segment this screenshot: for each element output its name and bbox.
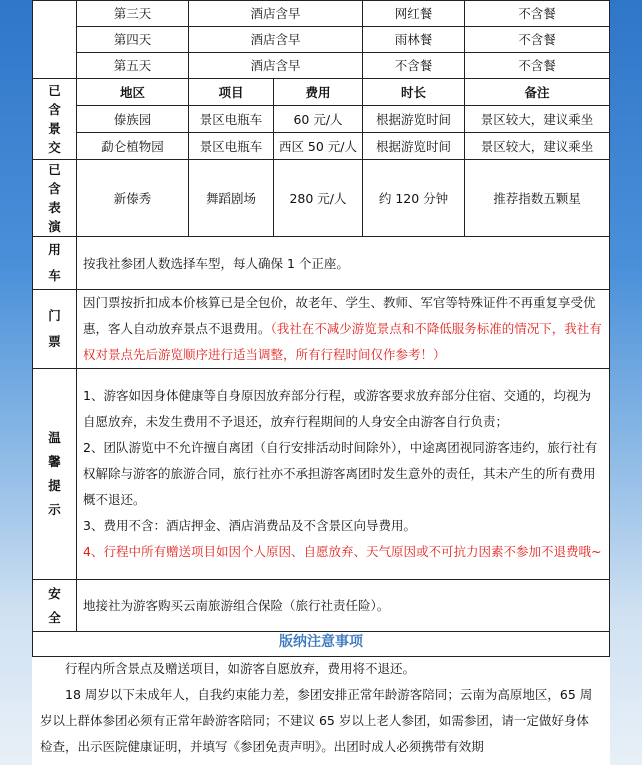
meal-breakfast: 酒店含早 xyxy=(189,27,363,53)
show-cell: 推荐指数五颗星 xyxy=(465,160,610,237)
ticket-row xyxy=(33,290,610,369)
background-right xyxy=(610,0,642,765)
meal-row xyxy=(33,27,610,53)
ticket-side-text: 门票 xyxy=(48,308,61,349)
transport-cell: 景区电瓶车 xyxy=(189,133,274,160)
tip-item: 1、游客如因身体健康等自身原因放弃部分行程，或游客要求放弃部分住宿、交通的，均视为自愿放弃，未发生费用不予退还，放弃行程期间的人身安全由游客自行负责； xyxy=(83,388,591,429)
meal-dinner: 不含餐 xyxy=(465,1,610,27)
tips-side-text: 温馨提示 xyxy=(48,430,61,517)
meal-lunch: 雨林餐 xyxy=(363,27,465,53)
meal-side-cell xyxy=(33,1,77,79)
tips-row xyxy=(33,369,610,580)
meal-lunch: 网红餐 xyxy=(363,1,465,27)
transport-row xyxy=(33,106,610,133)
ticket-cell xyxy=(77,290,610,369)
show-cell: 280 元/人 xyxy=(274,160,363,237)
itinerary-table xyxy=(32,0,610,632)
meal-breakfast: 酒店含早 xyxy=(189,1,363,27)
notice-paragraph: 行程内所含景点及赠送项目，如游客自愿放弃，费用将不退还。 xyxy=(65,661,416,676)
tip-item: 2、团队游览中不允许擅自离团（自行安排活动时间除外），中途离团视同游客违约，旅行社有权解除与游客的旅游合同，旅行社亦不承担游客离团时发生意外的责任，其未产生的所有费用概不退还。 xyxy=(83,440,598,507)
meal-dinner: 不含餐 xyxy=(465,53,610,79)
tip-item: 3、费用不含：酒店押金、酒店消费品及不含景区向导费用。 xyxy=(83,518,416,533)
ticket-text: 因门票按折扣成本价核算已是全包价，故老年、学生、教师、军官等特殊证件不再重复享受优惠，客人自动放弃景点不退费用。 xyxy=(83,295,596,336)
show-cell: 新傣秀 xyxy=(77,160,189,237)
safety-row xyxy=(33,580,610,632)
ticket-red-text: （我社在不减少游览景点和不降低服务标准的情况下，我社有权对景点先后游览顺序进行适当调整，所有行程时间仅作参考！） xyxy=(83,321,602,362)
meal-dinner: 不含餐 xyxy=(465,27,610,53)
transport-header: 时长 xyxy=(363,79,465,106)
transport-cell: 60 元/人 xyxy=(274,106,363,133)
safety-text: 地接社为游客购买云南旅游组合保险（旅行社责任险）。 xyxy=(77,580,610,632)
safety-side-label xyxy=(33,580,77,632)
meal-day: 第三天 xyxy=(77,1,189,27)
meal-breakfast: 酒店含早 xyxy=(189,53,363,79)
vehicle-side-label xyxy=(33,237,77,290)
transport-side-label xyxy=(33,79,77,160)
itinerary-sheet xyxy=(32,0,610,765)
transport-cell: 景区电瓶车 xyxy=(189,106,274,133)
show-cell: 约 120 分钟 xyxy=(363,160,465,237)
vehicle-row xyxy=(33,237,610,290)
background-left xyxy=(0,0,32,765)
show-side-label xyxy=(33,160,77,237)
meal-row xyxy=(33,1,610,27)
show-cell: 舞蹈剧场 xyxy=(189,160,274,237)
notice-title: 版纳注意事项 xyxy=(32,628,610,657)
transport-header: 费用 xyxy=(274,79,363,106)
notice-paragraph: 18 周岁以下未成年人，自我约束能力差，参团安排正常年龄游客陪同；云南为高原地区，65 周岁以上群体参团必须有正常年龄游客陪同；不建议 65 岁以上老人参团，如需参团，请一定做好身体检查，出示医院健康证明，并填写《参团免责声明》。出团时成人必须携带有效期 xyxy=(40,687,593,754)
safety-side-text: 安全 xyxy=(48,585,61,625)
show-side-text: 已含表演 xyxy=(48,162,61,234)
vehicle-text: 按我社参团人数选择车型，每人确保 1 个正座。 xyxy=(77,237,610,290)
tips-side-label xyxy=(33,369,77,580)
transport-header: 备注 xyxy=(465,79,610,106)
tip-item-red: 4、行程中所有赠送项目如因个人原因、自愿放弃、天气原因或不可抗力因素不参加不退费哦~ xyxy=(83,544,602,559)
notice-body xyxy=(40,656,600,760)
meal-row xyxy=(33,53,610,79)
transport-cell: 根据游览时间 xyxy=(363,106,465,133)
transport-cell: 根据游览时间 xyxy=(363,133,465,160)
meal-lunch: 不含餐 xyxy=(363,53,465,79)
transport-cell: 景区较大，建议乘坐 xyxy=(465,106,610,133)
transport-cell: 勐仑植物园 xyxy=(77,133,189,160)
meal-day: 第四天 xyxy=(77,27,189,53)
transport-cell: 傣族园 xyxy=(77,106,189,133)
transport-header-row xyxy=(33,79,610,106)
transport-row xyxy=(33,133,610,160)
transport-header: 项目 xyxy=(189,79,274,106)
show-row xyxy=(33,160,610,237)
transport-side-text: 已含景交 xyxy=(48,83,61,155)
transport-header: 地区 xyxy=(77,79,189,106)
vehicle-side-text: 用车 xyxy=(48,242,61,283)
transport-cell: 景区较大，建议乘坐 xyxy=(465,133,610,160)
tips-cell xyxy=(77,369,610,580)
transport-cell: 西区 50 元/人 xyxy=(274,133,363,160)
meal-day: 第五天 xyxy=(77,53,189,79)
ticket-side-label xyxy=(33,290,77,369)
